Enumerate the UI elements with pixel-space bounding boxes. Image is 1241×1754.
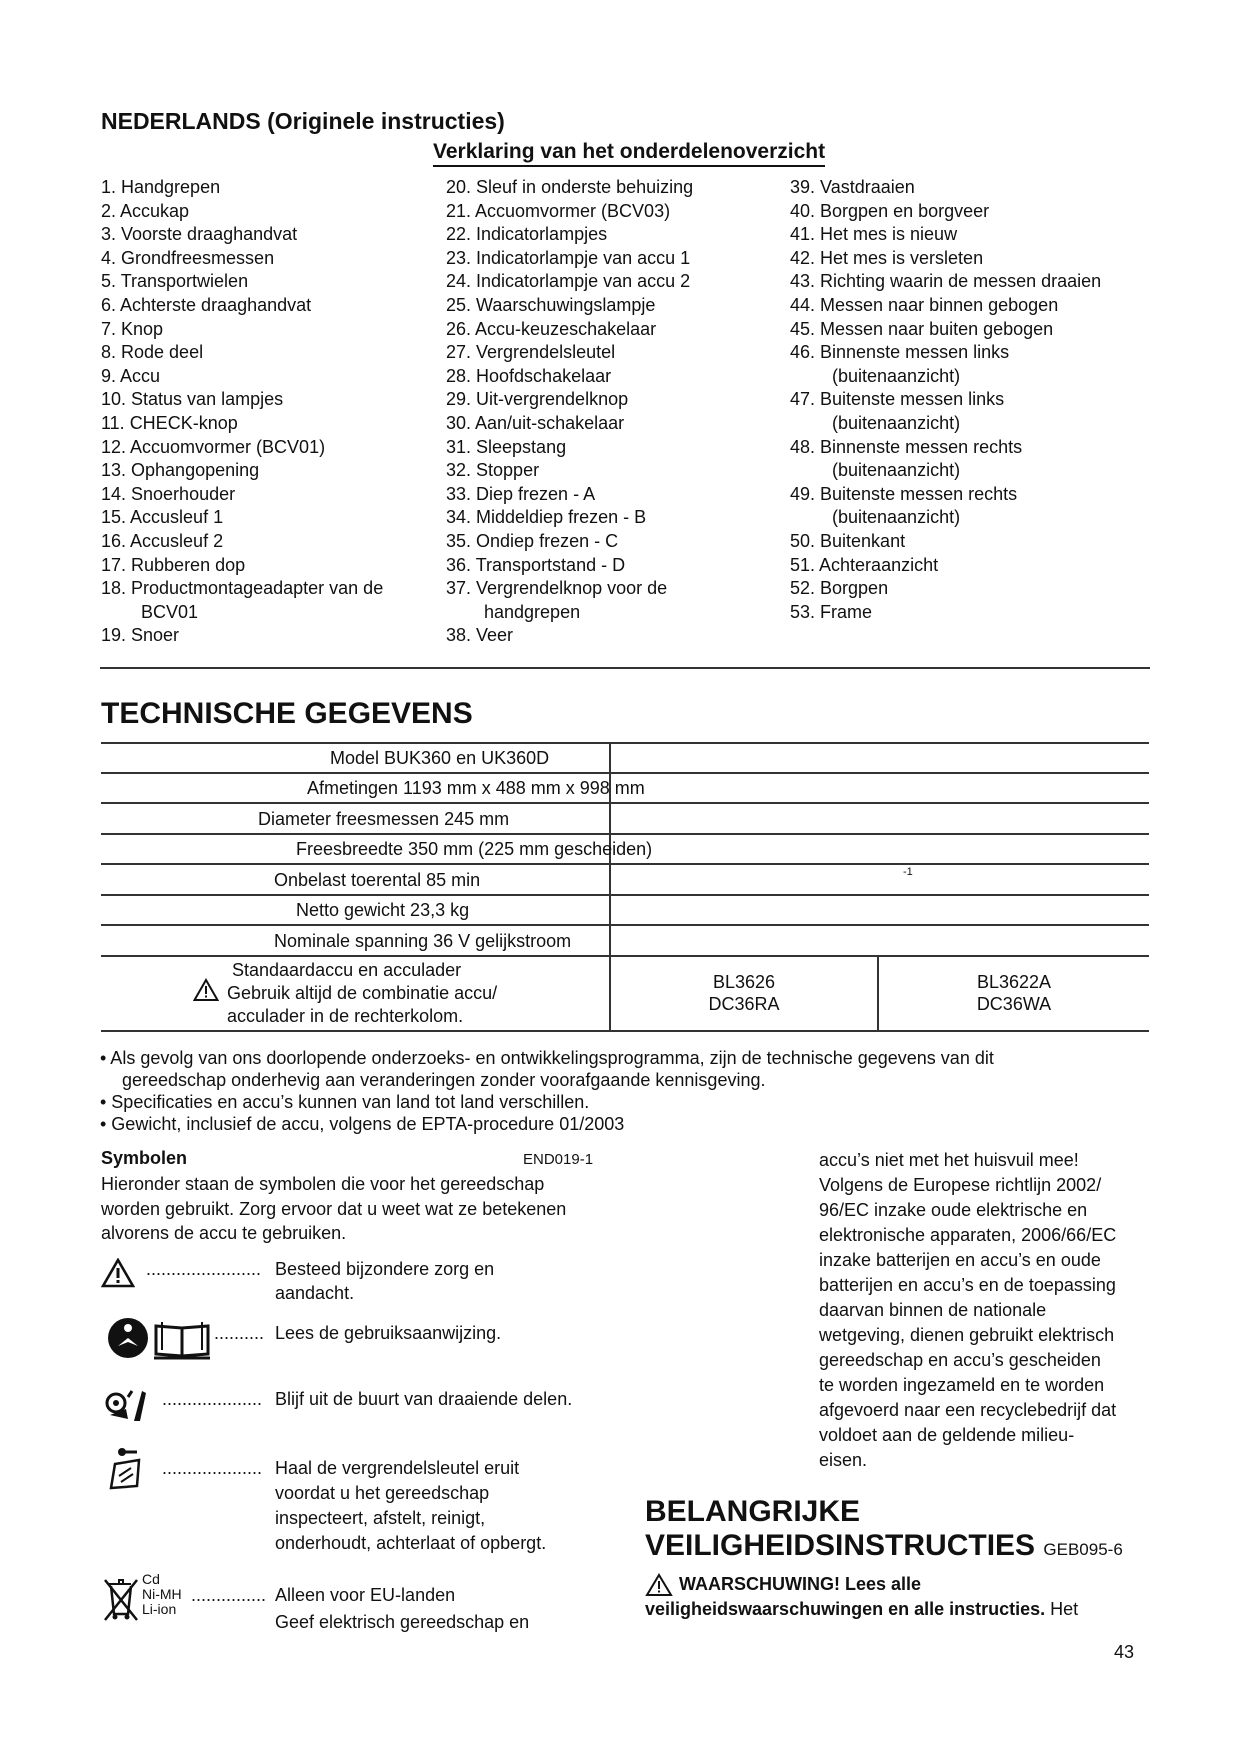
warning-heading: WAARSCHUWING! Lees alle (679, 1574, 922, 1594)
battery-combo-2 (879, 971, 1149, 1015)
list-item: 31. Sleepstang (446, 436, 567, 457)
warning-triangle-icon (645, 1573, 673, 1597)
remove-key-icon (109, 1446, 143, 1490)
text-line: wetgeving, dienen gebruikt elektrisch (819, 1325, 1115, 1345)
list-item-continuation: (buitenaanzicht) (832, 412, 961, 433)
text-line: gereedschap en accu’s gescheiden (819, 1350, 1101, 1370)
table-rule (101, 924, 1149, 926)
table-rule (101, 802, 1149, 804)
list-item: 33. Diep frezen - A (446, 483, 596, 504)
list-item: 30. Aan/uit-schakelaar (446, 412, 625, 433)
list-item-continuation: (buitenaanzicht) (832, 460, 961, 481)
rotating-parts-icon (104, 1383, 150, 1423)
list-item: 17. Rubberen dop (101, 554, 246, 575)
list-item: 45. Messen naar buiten gebogen (790, 318, 1054, 339)
list-item: 14. Snoerhouder (101, 483, 236, 504)
list-item: 15. Accusleuf 1 (101, 507, 224, 528)
list-item: 34. Middeldiep frezen - B (446, 507, 647, 528)
warning-triangle-icon (193, 978, 219, 1002)
list-item-continuation: (buitenaanzicht) (832, 507, 961, 528)
list-item: 36. Transportstand - D (446, 554, 626, 575)
symbol-description: Besteed bijzondere zorg en (275, 1259, 495, 1279)
list-item: 13. Ophangopening (101, 460, 260, 481)
symbol-description: Alleen voor EU-landen (275, 1585, 456, 1605)
symbol-description: Blijf uit de buurt van draaiende delen. (275, 1389, 573, 1409)
symbol-description: Lees de gebruiksaanwijzing. (275, 1323, 502, 1343)
list-item: 48. Binnenste messen rechts (790, 436, 1023, 457)
warning-text: Het (1045, 1599, 1079, 1619)
table-rule (101, 955, 1149, 957)
text-line: 96/EC inzake oude elektrische en (819, 1200, 1088, 1220)
list-item: 32. Stopper (446, 460, 540, 481)
list-item: 12. Accuomvormer (BCV01) (101, 436, 326, 457)
list-item: 51. Achteraanzicht (790, 554, 939, 575)
table-rule (101, 1030, 1149, 1032)
battery-model: BL3626 (712, 972, 776, 992)
symbol-description: Geef elektrisch gereedschap en (275, 1612, 530, 1632)
warning-triangle-icon (101, 1258, 135, 1288)
note-line: • Specificaties en accu’s kunnen van land tot land verschillen. (100, 1092, 590, 1112)
symbol-dots: ....................... (146, 1259, 262, 1279)
list-item: 47. Buitenste messen links (790, 389, 1005, 410)
list-item: 5. Transportwielen (101, 271, 249, 292)
symbol-dots: .......... (214, 1323, 265, 1343)
warning-paragraph (645, 1572, 1078, 1622)
text-line: afgevoerd naar een recyclebedrijf dat (819, 1400, 1117, 1420)
battery-combo-1 (611, 971, 877, 1015)
list-item: 10. Status van lampjes (101, 389, 284, 410)
list-item: 53. Frame (790, 601, 873, 622)
list-item: 27. Vergrendelsleutel (446, 342, 616, 363)
symbol-description: aandacht. (275, 1283, 355, 1303)
list-item: 9. Accu (101, 365, 161, 386)
read-manual-icon (106, 1316, 212, 1360)
list-item: 35. Ondiep frezen - C (446, 530, 619, 551)
list-item: 44. Messen naar binnen gebogen (790, 294, 1059, 315)
text-line: voldoet aan de geldende milieu- (819, 1425, 1075, 1445)
list-item: 21. Accuomvormer (BCV03) (446, 200, 671, 221)
list-item: 28. Hoofdschakelaar (446, 365, 612, 386)
list-item: 46. Binnenste messen links (790, 342, 1010, 363)
tech-section-title: TECHNISCHE GEGEVENS (101, 697, 473, 730)
list-item: 38. Veer (446, 625, 514, 646)
list-item: 8. Rode deel (101, 342, 204, 363)
list-item: 43. Richting waarin de messen draaien (790, 271, 1102, 292)
battery-type-label: Li-ion (142, 1601, 177, 1617)
list-item: 7. Knop (101, 318, 164, 339)
text-line: Volgens de Europese richtlijn 2002/ (819, 1175, 1102, 1195)
symbol-description: inspecteert, afstelt, reinigt, (275, 1508, 486, 1528)
symbol-description: onderhoudt, achterlaat of opbergt. (275, 1533, 547, 1553)
symbol-description: Haal de vergrendelsleutel eruit (275, 1458, 520, 1478)
safety-code: GEB095-6 (1043, 1540, 1123, 1559)
symbols-intro: Hieronder staan de symbolen die voor het gereedschap worden gebruikt. Zorg ervoor dat u weet wat ze betekenen alvorens de accu te gebruiken. (101, 1174, 567, 1243)
parts-section-title: Verklaring van het onderdelenoverzicht (433, 139, 825, 167)
safety-section-title (645, 1495, 1123, 1567)
battery-chemistry-labels (142, 1572, 182, 1617)
table-rule (101, 742, 1149, 744)
text-line: eisen. (819, 1450, 868, 1470)
battery-model: BL3622A (976, 972, 1052, 992)
list-item: 3. Voorste draaghandvat (101, 224, 298, 245)
text-line: daarvan binnen de nationale (819, 1300, 1047, 1320)
list-item: 22. Indicatorlampjes (446, 224, 608, 245)
table-rule (101, 772, 1149, 774)
list-item: 42. Het mes is versleten (790, 247, 984, 268)
list-item: 50. Buitenkant (790, 530, 906, 551)
list-item: 49. Buitenste messen rechts (790, 483, 1018, 504)
symbols-title: Symbolen (101, 1148, 188, 1168)
battery-label-line-2: Gebruik altijd de combinatie accu/ (227, 983, 498, 1003)
battery-label-line-1: Standaardaccu en acculader (232, 960, 462, 980)
spec-rpm-superscript: -1 (903, 866, 913, 878)
text-line: elektronische apparaten, 2006/66/EC (819, 1225, 1117, 1245)
page-title: NEDERLANDS (Originele instructies) (101, 108, 505, 134)
note-line: gereedschap onderhevig aan veranderingen zonder voorafgaande kennisgeving. (122, 1070, 766, 1090)
list-item: 6. Achterste draaghandvat (101, 294, 312, 315)
table-rule (101, 863, 1149, 865)
warning-heading: veiligheidswaarschuwingen en alle instructies. (645, 1599, 1046, 1619)
list-item: 25. Waarschuwingslampje (446, 294, 656, 315)
crossed-bin-icon (101, 1576, 141, 1622)
spec-no-load-speed: Onbelast toerental 85 min (274, 870, 481, 890)
list-item: 26. Accu-keuzeschakelaar (446, 318, 657, 339)
list-item: 4. Grondfreesmessen (101, 247, 275, 268)
battery-type-label: Cd (142, 1571, 160, 1587)
text-line: te worden ingezameld en te worden (819, 1375, 1105, 1395)
section-divider (100, 667, 1150, 669)
list-item: 23. Indicatorlampje van accu 1 (446, 247, 691, 268)
list-item: 11. CHECK-knop (101, 412, 238, 433)
symbol-dots: .................... (162, 1458, 263, 1478)
note-line: • Als gevolg van ons doorlopende onderzoeks- en ontwikkelingsprogramma, zijn de technische gegevens van dit (100, 1048, 994, 1068)
parts-list-column-3 (790, 176, 1101, 624)
list-item: 2. Accukap (101, 200, 190, 221)
table-rule (101, 833, 1149, 835)
list-item: 41. Het mes is nieuw (790, 224, 958, 245)
list-item: 29. Uit-vergrendelknop (446, 389, 629, 410)
parts-list-column-1 (101, 176, 383, 648)
list-item: 18. Productmontageadapter van de (101, 578, 384, 599)
symbol-description: voordat u het gereedschap (275, 1483, 490, 1503)
spec-dimensions: Afmetingen 1193 mm x 488 mm x 998 mm (307, 778, 645, 798)
text-line: inzake batterijen en accu’s en oude (819, 1250, 1101, 1270)
table-rule (101, 894, 1149, 896)
list-item-continuation: BCV01 (141, 601, 199, 622)
battery-label-line-3: acculader in de rechterkolom. (227, 1006, 464, 1026)
spec-net-weight: Netto gewicht 23,3 kg (296, 900, 470, 920)
symbol-dots: ............... (191, 1585, 267, 1605)
text-line: batterijen en accu’s en de toepassing (819, 1275, 1116, 1295)
list-item: 52. Borgpen (790, 578, 889, 599)
charger-model: DC36WA (976, 994, 1052, 1014)
spec-cutting-width: Freesbreedte 350 mm (225 mm gescheiden) (296, 839, 653, 859)
spec-rated-voltage: Nominale spanning 36 V gelijkstroom (274, 931, 572, 951)
list-item-continuation: (buitenaanzicht) (832, 365, 961, 386)
list-item: 37. Vergrendelknop voor de (446, 578, 668, 599)
list-item-continuation: handgrepen (484, 601, 581, 622)
list-item: 19. Snoer (101, 625, 180, 646)
charger-model: DC36RA (708, 994, 780, 1014)
symbols-code: END019-1 (523, 1151, 594, 1168)
list-item: 40. Borgpen en borgveer (790, 200, 990, 221)
spec-model: Model BUK360 en UK360D (330, 748, 550, 768)
parts-list-column-2 (446, 176, 693, 648)
battery-type-label: Ni-MH (142, 1586, 182, 1602)
spec-notes (100, 1047, 1100, 1135)
spec-blade-diameter: Diameter freesmessen 245 mm (258, 809, 510, 829)
note-line: • Gewicht, inclusief de accu, volgens de EPTA-procedure 01/2003 (100, 1114, 625, 1134)
safety-title-line: VEILIGHEIDSINSTRUCTIES (645, 1529, 1036, 1562)
list-item: 39. Vastdraaien (790, 177, 915, 197)
list-item: 20. Sleuf in onderste behuizing (446, 177, 694, 197)
eu-disposal-text (819, 1148, 1149, 1473)
safety-title-line: BELANGRIJKE (645, 1495, 861, 1528)
list-item: 24. Indicatorlampje van accu 2 (446, 271, 691, 292)
text-line: accu’s niet met het huisvuil mee! (819, 1150, 1079, 1170)
list-item: 16. Accusleuf 2 (101, 530, 224, 551)
page-number: 43 (1114, 1642, 1135, 1662)
symbol-dots: .................... (162, 1389, 263, 1409)
list-item: 1. Handgrepen (101, 177, 221, 197)
